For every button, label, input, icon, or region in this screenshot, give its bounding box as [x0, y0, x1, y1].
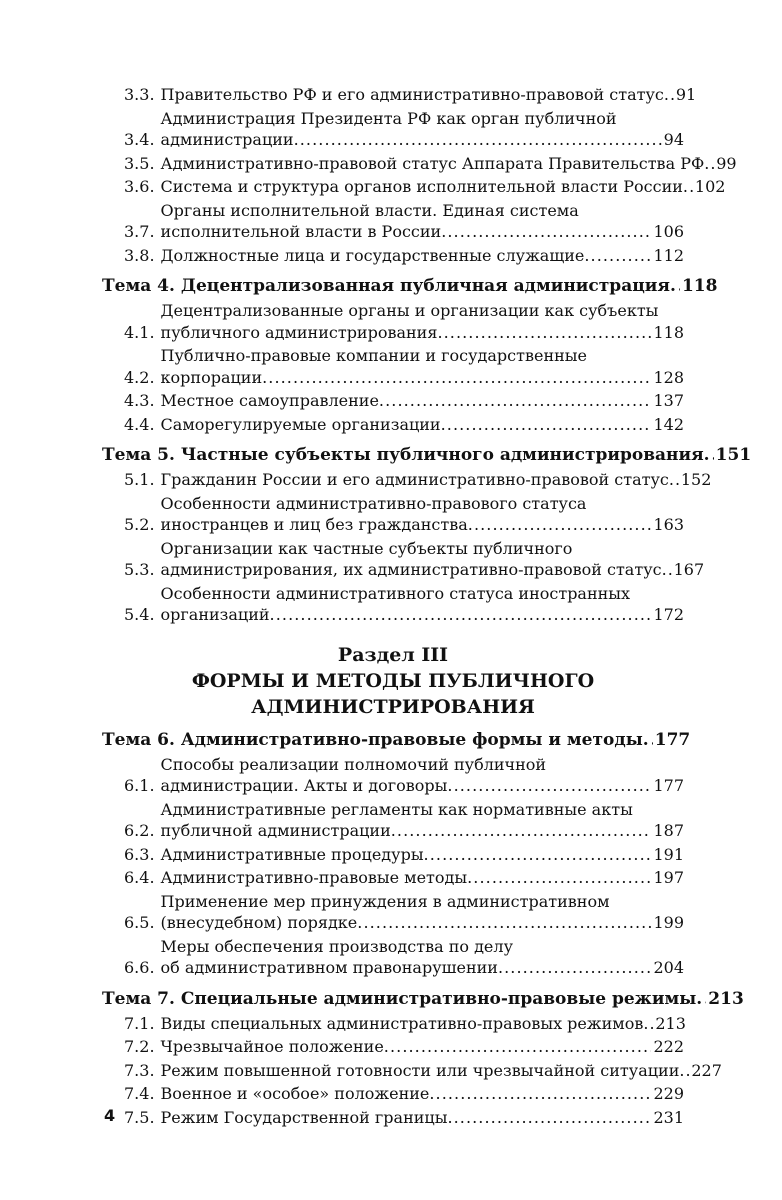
toc-subentry[interactable] [102, 469, 712, 491]
entry-title: Режим повышенной готовности или чрезвычайной ситуации [160, 1060, 680, 1080]
entry-body [161, 1036, 684, 1058]
entry-number: 4.1. [124, 322, 155, 342]
entry-body [160, 153, 737, 175]
entry-title: Система и структура органов исполнительной власти России [160, 177, 683, 196]
entry-line [161, 775, 684, 797]
toc-subentry[interactable] [102, 1036, 684, 1058]
entry-title: администрации. Акты и договоры [160, 776, 448, 795]
section-heading [102, 642, 684, 720]
entry-body [161, 867, 684, 889]
entry-number: 7.1. [124, 1013, 155, 1033]
toc-subentry[interactable] [102, 345, 684, 388]
entry-title: Тема 5. Частные субъекты публичного администрирования [102, 445, 704, 465]
toc-theme-entry[interactable] [102, 987, 744, 1011]
entry-title: публичного администрирования [160, 322, 438, 342]
entry-line [161, 367, 684, 389]
entry-body [161, 108, 684, 151]
entry-title: Виды специальных административно-правовых режимов [160, 1013, 644, 1033]
entry-title: Меры обеспечения производства по делу [160, 936, 513, 956]
section-title-line: АДМИНИСТРИРОВАНИЯ [251, 695, 535, 718]
dot-leader [441, 414, 652, 436]
entry-line [161, 844, 684, 866]
entry-line [102, 443, 752, 467]
entry-line [161, 200, 684, 222]
entry-title: Административные процедуры [160, 844, 424, 864]
entry-number: 7.5. [124, 1107, 155, 1127]
entry-page-number: 142 [653, 414, 684, 434]
entry-line [161, 538, 684, 560]
entry-page-number: 112 [653, 245, 684, 265]
toc-theme-entry[interactable] [102, 443, 752, 467]
entry-body [161, 844, 684, 866]
entry-body [161, 1107, 684, 1129]
entry-line [161, 583, 684, 605]
entry-body [160, 469, 712, 491]
entry-page-number: 187 [653, 821, 684, 840]
entry-title: Способы реализации полномочий публичной [160, 754, 547, 774]
entry-line [161, 1083, 684, 1105]
entry-page-number: 199 [653, 913, 684, 932]
dot-leader [584, 245, 651, 267]
entry-page-number: 163 [653, 515, 684, 534]
entry-line [161, 867, 684, 889]
entry-line [161, 1036, 684, 1058]
entry-title: корпорации [160, 367, 263, 387]
entry-title: Местное самоуправление [160, 391, 379, 410]
entry-number: 4.2. [124, 367, 155, 387]
entry-number: 3.4. [124, 130, 155, 149]
entry-line [161, 414, 684, 436]
entry-title: Особенности административно-правового статуса [160, 493, 587, 513]
toc-subentry[interactable] [102, 936, 684, 979]
entry-line [102, 728, 691, 752]
toc-subentry[interactable] [102, 844, 684, 866]
entry-page-number: 231 [653, 1107, 684, 1127]
entry-line [160, 559, 705, 581]
toc-subentry[interactable] [102, 108, 684, 151]
entry-line [102, 274, 718, 298]
entry-title: Правительство РФ и его административно-правовой статус [160, 85, 664, 104]
entry-number: 3.5. [124, 153, 155, 173]
dot-leader [704, 443, 714, 467]
dot-leader [379, 390, 652, 412]
toc-theme-entry[interactable] [102, 728, 691, 752]
entry-number: 6.5. [124, 913, 155, 932]
entry-title: Административно-правовой статус Аппарата Правительства РФ [160, 153, 705, 173]
entry-title: публичной администрации [160, 821, 391, 840]
entry-line [161, 300, 684, 322]
entry-page-number: 222 [653, 1037, 684, 1056]
toc-subentry[interactable] [102, 583, 684, 626]
dot-leader [447, 1107, 651, 1129]
entry-title: администрации [160, 130, 294, 149]
entry-body [161, 493, 684, 536]
dot-leader [384, 1036, 652, 1058]
entry-page-number: 177 [653, 776, 684, 795]
entry-page-number: 94 [663, 130, 684, 149]
dot-leader [467, 867, 651, 889]
entry-title: Саморегулируемые организации [160, 414, 441, 434]
entry-title: Тема 6. Административно-правовые формы и методы [102, 729, 643, 750]
entry-line [161, 957, 684, 979]
entry-number: 6.4. [124, 868, 155, 887]
toc-subentry[interactable] [102, 891, 684, 934]
toc-subentry[interactable] [102, 414, 684, 436]
entry-page-number: 167 [673, 560, 705, 579]
entry-number: 3.3. [124, 85, 155, 104]
entry-number: 4.3. [124, 391, 155, 410]
entry-page-number: 137 [653, 391, 684, 410]
entry-line [161, 514, 684, 536]
entry-title: Режим Государственной границы [160, 1107, 448, 1127]
entry-body [160, 176, 726, 198]
entry-body [161, 936, 684, 979]
entry-line [161, 322, 684, 344]
entry-line [161, 345, 684, 367]
entry-page-number: 213 [655, 1013, 686, 1033]
entry-number: 6.1. [124, 776, 155, 795]
entry-line [160, 176, 726, 198]
dot-leader [696, 987, 706, 1011]
entry-line [161, 245, 684, 267]
entry-page-number: 213 [708, 988, 744, 1009]
entry-page-number: 106 [653, 222, 684, 241]
entry-body [102, 274, 718, 298]
page-number: 4 [104, 1106, 116, 1125]
entry-title: организаций [160, 605, 270, 624]
entry-line [161, 820, 684, 842]
entry-title: Административные регламенты как нормативные акты [160, 799, 633, 819]
entry-title: исполнительной власти в России [160, 222, 442, 241]
toc-subentry[interactable] [102, 84, 697, 106]
entry-body [161, 583, 684, 626]
entry-page-number: 204 [653, 958, 684, 977]
toc-subentry[interactable] [102, 176, 726, 198]
dot-leader [357, 912, 651, 934]
entry-title: Тема 4. Децентрализованная публичная администрация [102, 276, 670, 296]
entry-number: 3.8. [124, 245, 155, 265]
dot-leader [468, 514, 652, 536]
entry-body [161, 754, 684, 797]
dot-leader [270, 604, 652, 626]
entry-number: 3.7. [124, 222, 155, 241]
entry-line [161, 493, 684, 515]
entry-body [161, 200, 684, 243]
entry-page-number: 172 [653, 605, 684, 624]
dot-leader [429, 1083, 651, 1105]
entry-title: Администрация Президента РФ как орган публичной [160, 108, 617, 128]
dot-leader [294, 129, 662, 151]
section-title-line: ФОРМЫ И МЕТОДЫ ПУБЛИЧНОГО [191, 669, 595, 692]
entry-line [161, 390, 684, 412]
entry-title: Применение мер принуждения в административном [160, 891, 610, 911]
entry-page-number: 177 [654, 729, 691, 750]
entry-line [161, 799, 684, 821]
toc-subentry[interactable] [102, 200, 684, 243]
entry-number: 5.3. [124, 560, 155, 579]
entry-title: Организации как частные субъекты публичного [160, 538, 573, 558]
entry-body [161, 1013, 684, 1035]
entry-body [161, 390, 684, 412]
entry-line [160, 84, 697, 106]
entry-page-number: 197 [653, 868, 684, 887]
entry-line [161, 604, 684, 626]
dot-leader [670, 274, 680, 298]
entry-number: 7.3. [124, 1060, 155, 1080]
entry-number: 6.2. [124, 821, 155, 840]
entry-number: 6.6. [124, 958, 155, 977]
entry-line [161, 912, 684, 934]
entry-number: 4.4. [124, 414, 155, 434]
toc-subentry[interactable] [102, 300, 684, 343]
entry-title: иностранцев и лиц без гражданства [160, 515, 468, 534]
entry-title: Военное и «особое» положение [160, 1084, 430, 1103]
entry-title: Должностные лица и государственные служащие [160, 245, 585, 265]
entry-body [160, 84, 697, 106]
toc-subentry[interactable] [102, 1060, 722, 1082]
entry-page-number: 99 [716, 153, 737, 173]
entry-line [161, 754, 684, 776]
entry-body [161, 1083, 684, 1105]
entry-title: (внесудебном) порядке [160, 913, 358, 932]
toc-subentry[interactable] [102, 245, 684, 267]
entry-page-number: 152 [680, 470, 712, 489]
entry-line [160, 1060, 722, 1082]
entry-body [161, 345, 684, 388]
toc-subentry[interactable] [102, 538, 705, 581]
entry-page-number: 151 [715, 445, 752, 465]
entry-body [160, 1060, 722, 1082]
dot-leader [498, 957, 652, 979]
dot-leader [643, 1013, 653, 1035]
entry-number: 5.4. [124, 605, 155, 624]
toc-subentry[interactable] [102, 153, 737, 175]
dot-leader [447, 775, 651, 797]
entry-line [161, 1107, 684, 1129]
entry-number: 5.2. [124, 515, 155, 534]
toc-subentry[interactable] [102, 754, 684, 797]
entry-title: Публично-правовые компании и государственные [160, 346, 587, 365]
dot-leader [679, 1060, 689, 1082]
entry-page-number: 227 [691, 1060, 722, 1080]
dot-leader [391, 820, 652, 842]
toc-subentry[interactable] [102, 799, 684, 842]
dot-leader [662, 559, 672, 581]
toc-subentry[interactable] [102, 1107, 684, 1129]
entry-body [102, 443, 752, 467]
entry-title: Органы исполнительной власти. Единая система [160, 200, 579, 220]
toc-subentry[interactable] [102, 1083, 684, 1105]
dot-leader [424, 844, 652, 866]
entry-title: Административно-правовые методы [160, 868, 468, 887]
dot-leader [437, 322, 651, 344]
entry-page-number: 102 [694, 177, 726, 196]
entry-body [160, 538, 705, 581]
entry-number: 5.1. [124, 470, 155, 489]
entry-line [161, 936, 684, 958]
toc-subentry[interactable] [102, 390, 684, 412]
entry-body [161, 414, 684, 436]
entry-title: Гражданин России и его административно-правовой статус [160, 470, 669, 489]
dot-leader [664, 84, 674, 106]
entry-body [161, 891, 684, 934]
dot-leader [683, 176, 693, 198]
entry-page-number: 91 [675, 85, 697, 104]
toc-subentry[interactable] [102, 493, 684, 536]
entry-body [102, 728, 691, 752]
toc-subentry[interactable] [102, 1013, 684, 1035]
entry-number: 6.3. [124, 844, 155, 864]
entry-title: Тема 7. Специальные административно-правовые режимы [102, 988, 697, 1009]
dot-leader [643, 728, 653, 752]
entry-number: 3.6. [124, 177, 155, 196]
entry-body [161, 300, 684, 343]
section-label: Раздел III [337, 643, 449, 666]
entry-title: об административном правонарушении [160, 958, 498, 977]
toc-subentry[interactable] [102, 867, 684, 889]
entry-title: Особенности административного статуса иностранных [160, 583, 631, 603]
entry-body [161, 245, 684, 267]
entry-line [102, 987, 744, 1011]
toc-theme-entry[interactable] [102, 274, 718, 298]
dot-leader [262, 367, 651, 389]
entry-body [102, 987, 744, 1011]
dot-leader [669, 469, 679, 491]
entry-number: 7.4. [124, 1084, 155, 1103]
entry-line [161, 108, 684, 130]
dot-leader [441, 221, 651, 243]
entry-line [160, 469, 712, 491]
entry-page-number: 191 [653, 844, 684, 864]
entry-page-number: 118 [653, 322, 684, 342]
entry-line [161, 891, 684, 913]
entry-title: Чрезвычайное положение [160, 1037, 384, 1056]
entry-page-number: 118 [681, 276, 718, 296]
entry-body [161, 799, 684, 842]
entry-title: администрирования, их административно-правовой статус [160, 560, 662, 579]
entry-page-number: 128 [653, 367, 684, 387]
entry-line [161, 221, 684, 243]
entry-line [161, 1013, 684, 1035]
entry-line [161, 129, 684, 151]
entry-number: 7.2. [124, 1037, 155, 1056]
entry-line [160, 153, 737, 175]
table-of-contents [102, 84, 752, 1130]
dot-leader [704, 153, 714, 175]
entry-title: Децентрализованные органы и организации как субъекты [160, 301, 659, 320]
entry-page-number: 229 [653, 1084, 684, 1103]
